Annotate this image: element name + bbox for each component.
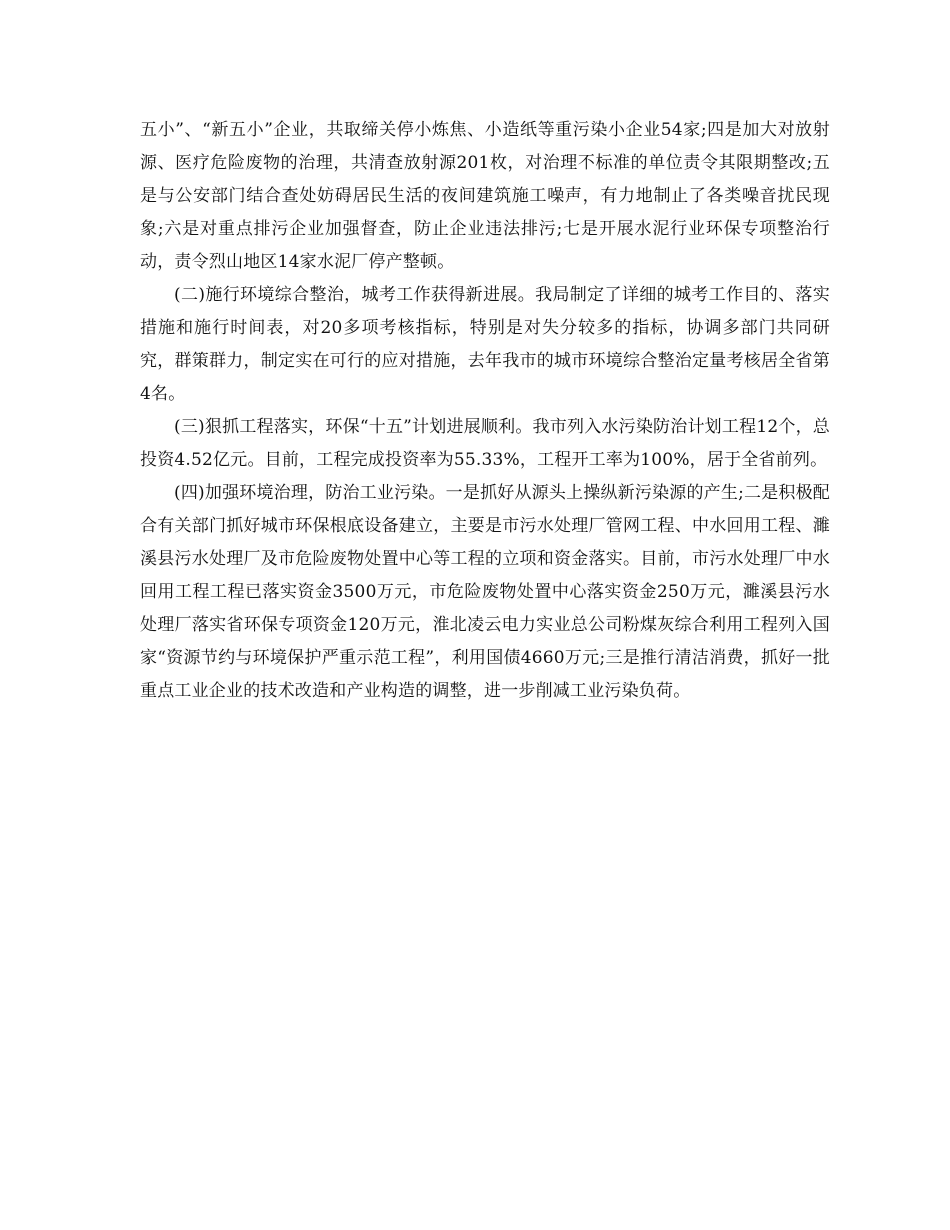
document-body	[140, 114, 830, 708]
paragraph-continuation: 五小”、“新五小”企业，共取缔关停小炼焦、小造纸等重污染小企业54家;四是加大对放射源、医疗危险废物的治理，共清查放射源201枚，对治理不标准的单位责令其限期整改;五是与公安部门结合查处妨碍居民生活的夜间建筑施工噪声，有力地制止了各类噪音扰民现象;六是对重点排污企业加强督查，防止企业违法排污;七是开展水泥行业环保专项整治行动，责令烈山地区14家水泥厂停产整顿。	[140, 120, 830, 272]
paragraph-section-4: (四)加强环境治理，防治工业污染。一是抓好从源头上操纵新污染源的产生;二是积极配合有关部门抓好城市环保根底设备建立，主要是市污水处理厂管网工程、中水回用工程、濉溪县污水处理厂及市危险废物处置中心等工程的立项和资金落实。目前，市污水处理厂中水回用工程工程已落实资金3500万元，市危险废物处置中心落实资金250万元，濉溪县污水处理厂落实省环保专项资金120万元，淮北凌云电力实业总公司粉煤灰综合利用工程列入国家“资源节约与环境保护严重示范工程”，利用国债4660万元;三是推行清洁消费，抓好一批重点工业企业的技术改造和产业构造的调整，进一步削减工业污染负荷。	[140, 483, 830, 701]
paragraph-section-3: (三)狠抓工程落实，环保“十五”计划进展顺利。我市列入水污染防治计划工程12个，总投资4.52亿元。目前，工程完成投资率为55.33%，工程开工率为100%，居于全省前列。	[140, 417, 830, 470]
paragraph-section-2: (二)施行环境综合整治，城考工作获得新进展。我局制定了详细的城考工作目的、落实措施和施行时间表，对20多项考核指标，特别是对失分较多的指标，协调多部门共同研究，群策群力，制定实在可行的应对措施，去年我市的城市环境综合整治定量考核居全省第4名。	[140, 285, 830, 404]
